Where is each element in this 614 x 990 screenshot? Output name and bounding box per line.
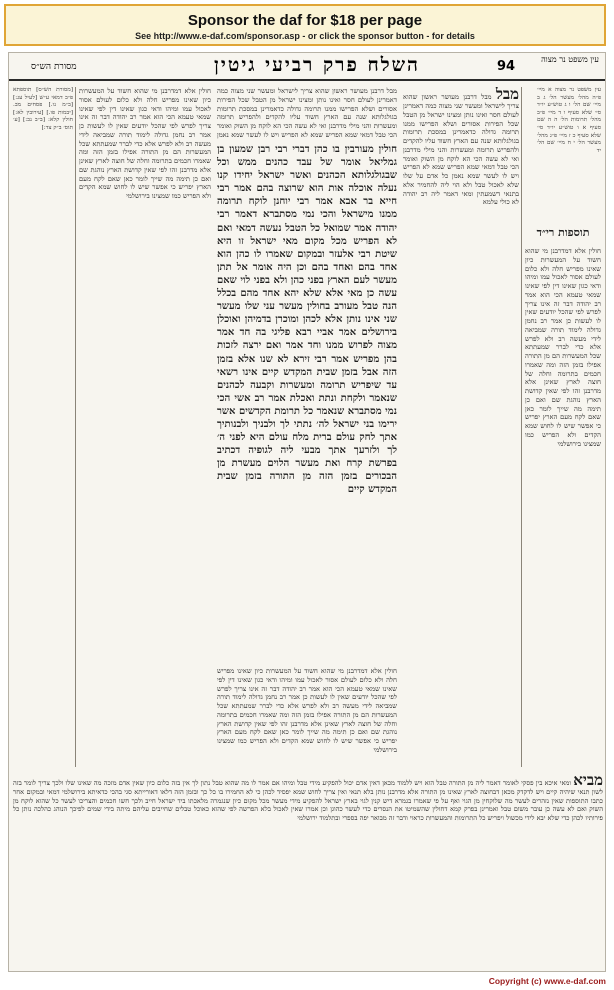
sponsor-banner[interactable] — [4, 4, 606, 46]
gemara-top-commentary — [217, 87, 397, 139]
rashi-column — [403, 87, 519, 767]
gemara-text: חולין מעורבין בו כהן דברי רבי רבן שמעון בן גמליאל אומר של עבד כהנים ממש וכל שבגולגלותא הכהנים ואשר ישראל יחידו קנו נעלה אוכלה אות הוא שרוצה בהם אמר רבי חייא בר אבא אמר רבי יוחנן לוקח תרומה ממנו מישראל והכי נמי מסתברא דאמר רבי יהודה אמר שמואל כל הטבל נעשה דמאי ואם לא הפריש מכל מקום מאי ישראל זו היא שיטת רבי אלעזר ובמקום שאמרו לו כהן הוא אחד בהם ואחד בהם וכן היה אומר אל תתן מעשר לעם הארץ בפני כהן ולא בפני לוי שאם עשה כן מאי אלא שלא יהא אחד מהם בכלל הנה טבל מעורב בחולין מעשר עני שלו מעשר שני אינו נותן אלא לכהן ומוכרן בדמיהן ואוכלן בירושלים אמר אביי רבא פליגי בה חד אמר מצוה לפרוש ממנו וחד אמר ואם ירצה לזכות בהן מפריש אמר רבי זירא לא שנו אלא בזמן הזה אבל בזמן שבית המקדש קיים אינו רשאי עד שיפריש תרומה ומעשרות וקבעה לכהנים שנאמר ולקחת ונתת ואכלת אמר רב אשי הכי נמי מסתברא שנאמר כל תרומת הקדשים אשר ירימו בני ישראל לה׳ נתתי לך ולבניך ולבנותיך אתך לחק עולם ברית מלח עולם היא לפני ה׳ לך ולזרעך אתך מבעי ליה לגופיה דכתיב בפרשת קרח ואת מעשר הלוים מעשרת מן הבכורים בזמן הזה מן התורה בזמן שבית המקדש קיים — [217, 144, 397, 496]
page-header — [9, 53, 605, 81]
bottom-commentary — [13, 773, 603, 967]
gemara-lower-text: חולין אלא דמדרבנן מי שהוא חשוד על המעשרות כיון שאינו מפריש חלה ולא כלום לעולם אסור לאכול עמו ומיהו ודאי כגון שאינו דין לפי שאינו שמאי טעמא הכי הוא אמר רב יהודה דבר זה אינו צריך לפרש לפי שהכל יודעים שאין לו לעשות כן אמר רב נחמן גדולה לימוד תורה שמביאה לידי מעשה רב ולא לפרש אלא כדי לברר שמעתתא שכל המעשרות הם מן התורה אפילו בזמן הזה ומה שאמרו חכמים בתרומה וחלה של חוצה לארץ שאינן אלא מדרבנן זהו לפי שאין קדושת הארץ נוהגת שם ואם כן תימה מה שייך לומר כאן שאם לקח מעם הארץ יפריש כי אפשר שיש לו לחוש שמא הקדים ולא הפריש כמו שמצינו בירושלמי — [217, 667, 397, 754]
gemara-lower-commentary — [217, 667, 397, 767]
gemara-top-text: מבל דרבנן מעושר ראשון שהוא צריך לישראל ומעשר שני מצוה כמה דאמרינן לעולם חסר ואינו נותן ומצינו ישראל מן הטבל שכל הפירות אסורים ושלא הפרישו ממנו תרומה גדולה כדאמרינן במסכת תרומות בגולגלותא שנה עם הארץ חשוד עליו להקדים ולהפריש תרומה ומעשרות והני מילי מדרבנן ואי לא עשה הכי הא לוקח מן השוק ואומר הכי טבל דמאי שמא הפריש שמא לא הפריש ויש לו לעשר שמא נאמן — [217, 87, 397, 139]
tosafot-title: תוספות רי״ד — [536, 226, 590, 239]
gemara-column — [217, 143, 397, 663]
rashi-lead-word: מבל — [495, 87, 519, 103]
margin-left-text: [מסורת הש״ס] תוספתא פ״ב דמאי ע״ש [לעיל עג:] [ב״מ נו.] פסחים מב. [יבמות פו.] [עירובין לא:] חולין קלא: [ב״ב נב:] [ע׳ תוס׳ ב״ק צד:] — [13, 87, 73, 131]
tosafot-column — [525, 247, 601, 767]
bottom-lead-word: מביא — [573, 773, 603, 789]
sponsor-title[interactable]: Sponsor the daf for $18 per page — [187, 12, 423, 29]
tosafot-heading-box — [525, 223, 601, 245]
margin-notes-left — [13, 87, 73, 767]
copyright-notice: Copyright (c) www.e-daf.com — [488, 976, 606, 986]
tosafot-text: חולין אלא דמדרבנן מי שהוא חשוד על המעשרות כיון שאינו מפריש חלה ולא כלום לעולם אסור לאכול עמו ומיהו ודאי כגון שאינו דין לפי שאינו שמאי טעמא הכי הוא אמר רב יהודה דבר זה אינו צריך לפרש לפי שהכל יודעים שאין לו לעשות כן אמר רב נחמן גדולה לימוד תורה שמביאה לידי מעשה רב ולא לפרש אלא כדי לברר שמעתתא שכל המעשרות הם מן התורה אפילו בזמן הזה ומה שאמרו חכמים בתרומה וחלה של חוצה לארץ שאינן אלא מדרבנן זהו לפי שאין קדושת הארץ נוהגת שם ואם כן תימה מה שייך לומר כאן שאם לקח מעם הארץ יפריש כי אפשר שיש לו לחוש שמא הקדים ולא הפריש כמו שמצינו בירושלמי — [525, 247, 601, 448]
left-commentary-text: חולין אלא דמדרבנן מי שהוא חשוד על המעשרות כיון שאינו מפריש חלה ולא כלום לעולם אסור לאכול עמו ומיהו ודאי כגון שאינו דין לפי שאינו שמאי טעמא הכי הוא אמר רב יהודה דבר זה אינו צריך לפרש לפי שהכל יודעים שאין לו לעשות כן אמר רב נחמן גדולה לימוד תורה שמביאה לידי מעשה רב ולא לפרש אלא כדי לברר שמעתתא שכל המעשרות הם מן התורה אפילו בזמן הזה ומה שאמרו חכמים בתרומה וחלה של חוצה לארץ שאינן אלא מדרבנן זהו לפי שאין קדושת הארץ נוהגת שם ואם כן תימה מה שייך לומר כאן שאם לקח מעם הארץ יפריש כי אפשר שיש לו לחוש שמא הקדים ולא הפריש כמו שמצינו בירושלמי — [79, 87, 211, 200]
talmud-page — [8, 52, 606, 972]
margin-right-text: עין משפט נר מצוה א מיי׳ פ״ה מהל׳ מעשר הל׳ ג ב מיי׳ שם הל׳ ו ג טוש״ע יו״ד סי׳ שלא סעיף ו ד מיי׳ פ״ב מהל׳ תרומות הל׳ ה ה שם סעיף א ו טוש״ע יו״ד סי׳ שלא סעיף כ ז מיי׳ פ״ג מהל׳ מעשר הל׳ י ח מיי׳ שם הל׳ יד — [537, 87, 601, 154]
left-commentary-column — [79, 87, 211, 767]
sponsor-subtitle[interactable]: See http://www.e-daf.com/sponsor.asp - or click the sponsor button - for details — [135, 31, 475, 41]
ein-mishpat-heading: עין משפט נר מצוה — [541, 55, 599, 64]
page-number: 94 — [497, 59, 516, 74]
margin-notes-right — [537, 87, 601, 217]
divider-left — [75, 87, 76, 767]
bottom-commentary-text: ומאי איכא בין פסקי לאומר דאמר ליה מן התורה טבל הוא ויש ללמוד מכאן דאין אדם יכול להפקיע מידי טבל ומיהו אם אמר לו מה שהוא טבל נתון לך אין בזה כלום כיון שאין אדם מזכה מה שאינו שלו ולכך צריך לומר בזה לשון תנאי שיהיה קיים ויש לדקדק מכאן דבחוצה לארץ שאינו מן התורה אלא מדרבנן נותן בלא תנאי ואין צריך לחוש שמא יפסיד לכהן כי לא החמירו בו כל כך ובזמן הזה דלאו דאורייתא סגי בהכי כדאיתא בירושלמי דמאי ובמקום אחר כתבו התוספות שאין נזהרים לעשר מה שלוקחין מן הגוי ואף על פי שאמרו בגמרא דיש קנין לגוי בארץ ישראל להפקיע מידי מעשר מכל מקום כיון שנגמרה מלאכתו ביד ישראל חייב ולכך חשו חכמים והצריכו לעשר כל שהוא לוקח מן השוק ואם לא עשה כן עובר משום טבל ואמרינן בפרק קמא דחולין שהשמיטו את הנסרים כדי לעשר כהוגן וכן אמרו שאין לאכול בלא הפרשה לפי שהוא כאוכל טבלים שחייבים עליהם מיתה בידי שמים לפיכך הנוהג כהלכה נותן כל פירותיו לכהן כדי שלא יבא לידי מכשול ויפריש כל התרומות והמעשרות כראוי ודבר זה מבואר יפה בספרי ובתלמוד ירושלמי — [13, 779, 603, 822]
divider-right — [521, 87, 522, 767]
tractate-label: מסורת הש״ס — [31, 62, 77, 72]
chapter-title: השלח פרק רביעי גיטין — [214, 54, 420, 76]
rashi-text: מבל דרבנן מעושר ראשון שהוא צריך לישראל ומעשר שני מצוה כמה דאמרינן לעולם חסר ואינו נותן ומצינו ישראל מן הטבל שכל הפירות אסורים ושלא הפרישו ממנו תרומה גדולה כדאמרינן במסכת תרומות בגולגלותא שנה עם הארץ חשוד עליו להקדים ולהפריש תרומה ומעשרות והני מילי מדרבנן ואי לא עשה הכי הא לוקח מן השוק ואומר הכי טבל דמאי שמא הפריש שמא לא הפריש ויש לו לעשר שמא נאמן כל אדם על שלו שלא לאכול טבל ולא הוי ליה להחמיר אלא בתנאי דשמעתין ומאי דאמר ליה רב יהודה לא כולי עלמא — [403, 93, 519, 207]
